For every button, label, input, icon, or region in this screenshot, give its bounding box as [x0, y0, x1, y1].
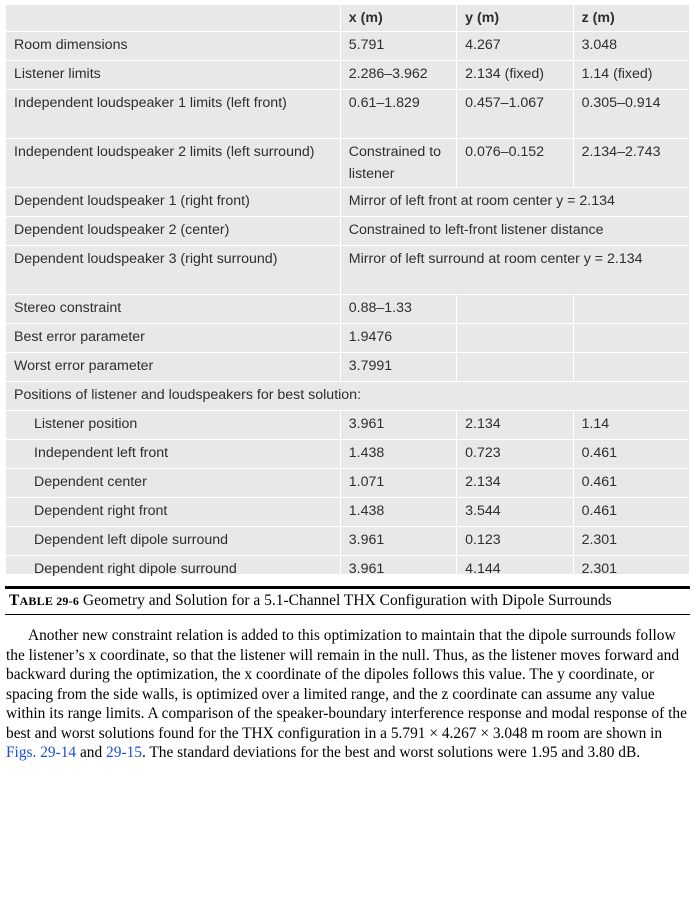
table-row [6, 440, 690, 469]
cell-x: 1.9476 [340, 324, 456, 353]
caption-bottom-rule [5, 614, 690, 615]
cell-x: 2.286–3.962 [340, 61, 456, 90]
row-label: Independent left front [6, 440, 341, 469]
cell-y: 4.144 [457, 556, 573, 585]
cell-y [457, 295, 573, 324]
row-label: Worst error parameter [6, 353, 341, 382]
caption-text: Geometry and Solution for a 5.1-Channel THX Configuration with Dipole Surrounds [82, 592, 612, 609]
cell-x: 0.61–1.829 [340, 90, 456, 139]
row-label: Dependent loudspeaker 2 (center) [6, 217, 341, 246]
paragraph-part2: . The standard deviations for the best and worst solutions were 1.95 and 3.80 dB. [141, 744, 641, 761]
figure-link-29-15[interactable]: 29-15 [106, 744, 142, 761]
cell-z: 0.461 [573, 498, 689, 527]
cell-y: 2.134 [457, 469, 573, 498]
cell-y: 3.544 [457, 498, 573, 527]
table-row [6, 295, 690, 324]
table-row [6, 498, 690, 527]
cell-y: 2.134 [457, 411, 573, 440]
cell-z: 1.14 (fixed) [573, 61, 689, 90]
cell-y [457, 353, 573, 382]
body-paragraph [6, 626, 690, 763]
section-label: Positions of listener and loudspeakers for best solution: [6, 382, 690, 411]
cell-x: 0.88–1.33 [340, 295, 456, 324]
cell-y: 0.076–0.152 [457, 139, 573, 188]
header-y: y (m) [457, 5, 573, 32]
paragraph-and: and [76, 744, 107, 761]
table-row [6, 246, 690, 295]
table-row [6, 32, 690, 61]
cell-x: 3.961 [340, 527, 456, 556]
cell-z: 2.301 [573, 527, 689, 556]
header-x: x (m) [340, 5, 456, 32]
cell-y: 0.723 [457, 440, 573, 469]
cell-z: 1.14 [573, 411, 689, 440]
cell-z [573, 324, 689, 353]
table-row [6, 188, 690, 217]
table-row [6, 353, 690, 382]
row-label: Best error parameter [6, 324, 341, 353]
paragraph-part1: Another new constraint relation is added to this optimization to maintain that the dipole surrounds follow the listener’s x coordinate, so that the listener will remain in the null. Thus, as the listener moves forward and backward during the optimization, the x coordinate of the dipoles follows this value. The y coordinate, or spacing from the side walls, is optimized over a limited range, and the z coordinate can assume any value within its range limits. A comparison of the speaker-boundary interference response and modal response of the best and worst solutions found for the THX configuration in a 5.791 × 4.267 × 3.048 m room are shown in [6, 627, 687, 742]
row-label: Dependent loudspeaker 1 (right front) [6, 188, 341, 217]
cell-y: 2.134 (fixed) [457, 61, 573, 90]
header-label [6, 5, 341, 32]
cell-y [457, 324, 573, 353]
cell-z: 0.461 [573, 440, 689, 469]
table-caption [9, 592, 689, 610]
cell-x: Constrained to listener [340, 139, 456, 188]
cell-z: 3.048 [573, 32, 689, 61]
geometry-table [5, 4, 690, 585]
section-row [6, 382, 690, 411]
row-label: Room dimensions [6, 32, 341, 61]
figure-link-29-14[interactable]: Figs. 29-14 [6, 744, 77, 761]
cell-z: 0.305–0.914 [573, 90, 689, 139]
table-row [6, 527, 690, 556]
cell-x: 1.438 [340, 440, 456, 469]
header-z: z (m) [573, 5, 689, 32]
row-label: Dependent center [6, 469, 341, 498]
row-label: Independent loudspeaker 2 limits (left surround) [6, 139, 341, 188]
table-row [6, 139, 690, 188]
table-row [6, 469, 690, 498]
row-label: Stereo constraint [6, 295, 341, 324]
row-label: Dependent right dipole surround [6, 556, 341, 585]
paragraph-text [6, 626, 690, 763]
cell-y: 0.123 [457, 527, 573, 556]
cell-z [573, 295, 689, 324]
cell-span: Constrained to left-front listener distance [340, 217, 689, 246]
table-container [5, 4, 690, 577]
table-row [6, 411, 690, 440]
cell-x: 3.7991 [340, 353, 456, 382]
cell-z: 2.301 [573, 556, 689, 585]
cell-span: Mirror of left surround at room center y = 2.134 [340, 246, 689, 295]
cell-x: 5.791 [340, 32, 456, 61]
cell-span: Mirror of left front at room center y = 2.134 [340, 188, 689, 217]
table-row [6, 556, 690, 585]
cell-x: 1.071 [340, 469, 456, 498]
table-row [6, 217, 690, 246]
cell-x: 1.438 [340, 498, 456, 527]
table-row [6, 324, 690, 353]
table-row [6, 61, 690, 90]
cell-x: 3.961 [340, 411, 456, 440]
row-label: Dependent left dipole surround [6, 527, 341, 556]
caption-label: TABLE 29-6 [9, 592, 80, 609]
cell-y: 0.457–1.067 [457, 90, 573, 139]
cell-y: 4.267 [457, 32, 573, 61]
row-label: Independent loudspeaker 1 limits (left front) [6, 90, 341, 139]
cell-z: 0.461 [573, 469, 689, 498]
cell-z [573, 353, 689, 382]
caption-top-rule [5, 586, 690, 589]
cell-x: 3.961 [340, 556, 456, 585]
row-label: Listener limits [6, 61, 341, 90]
table-header-row [6, 5, 690, 32]
table-row [6, 90, 690, 139]
row-label: Dependent right front [6, 498, 341, 527]
cell-z: 2.134–2.743 [573, 139, 689, 188]
row-label: Dependent loudspeaker 3 (right surround) [6, 246, 341, 295]
row-label: Listener position [6, 411, 341, 440]
